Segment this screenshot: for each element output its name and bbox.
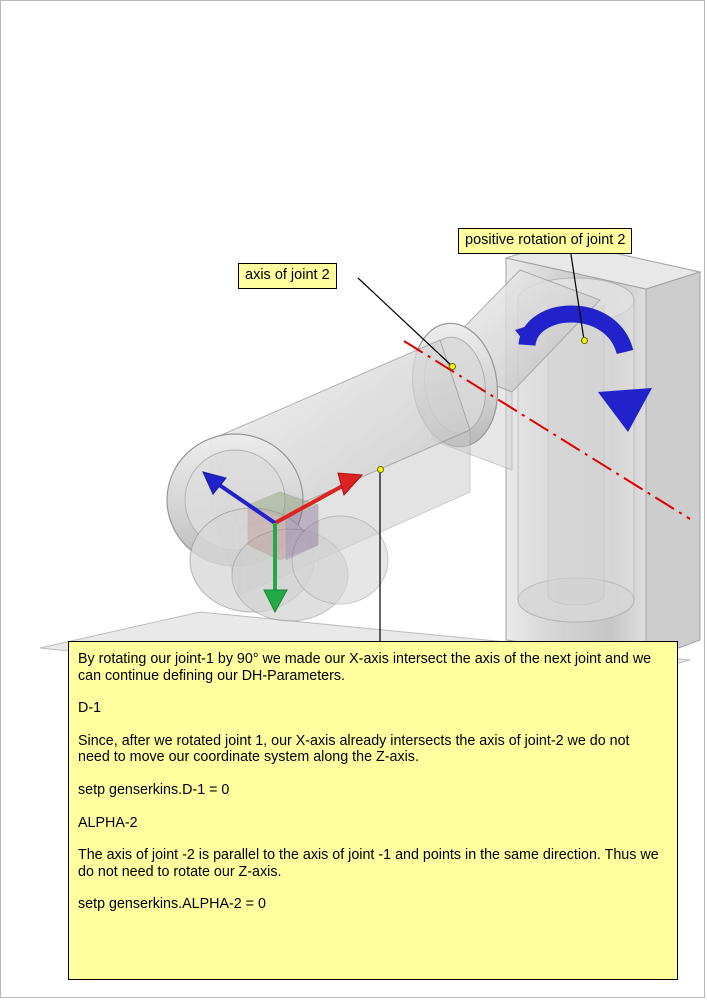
explanation-text-panel bbox=[68, 641, 678, 980]
command-alpha2: setp genserkins.ALPHA-2 = 0 bbox=[78, 896, 266, 913]
callout-positive-rotation-of-joint-2: positive rotation of joint 2 bbox=[458, 228, 632, 254]
paragraph-alpha2-explanation: The axis of joint -2 is parallel to the axis of joint -1 and points in the same direction. Thus we do not need to rotate our Z-axis. bbox=[78, 847, 659, 880]
joint-2-axis-point-marker bbox=[449, 363, 456, 370]
origin-leader-marker bbox=[377, 466, 384, 473]
paragraph-d1-explanation: Since, after we rotated joint 1, our X-axis already intersects the axis of joint-2 we do not need to move our coordinate system along the Z-axis. bbox=[78, 732, 630, 766]
coordinate-cube bbox=[248, 492, 318, 560]
callout-axis-of-joint-2: axis of joint 2 bbox=[238, 263, 337, 289]
command-d1: setp genserkins.D-1 = 0 bbox=[78, 781, 230, 798]
heading-d1: D-1 bbox=[78, 700, 102, 717]
paragraph-intro: By rotating our joint-1 by 90° we made our X-axis intersect the axis of the next joint and we can continue defining our DH-Parameters. bbox=[78, 651, 652, 684]
heading-alpha2: ALPHA-2 bbox=[78, 814, 138, 831]
rotation-arrow-anchor-marker bbox=[581, 337, 588, 344]
